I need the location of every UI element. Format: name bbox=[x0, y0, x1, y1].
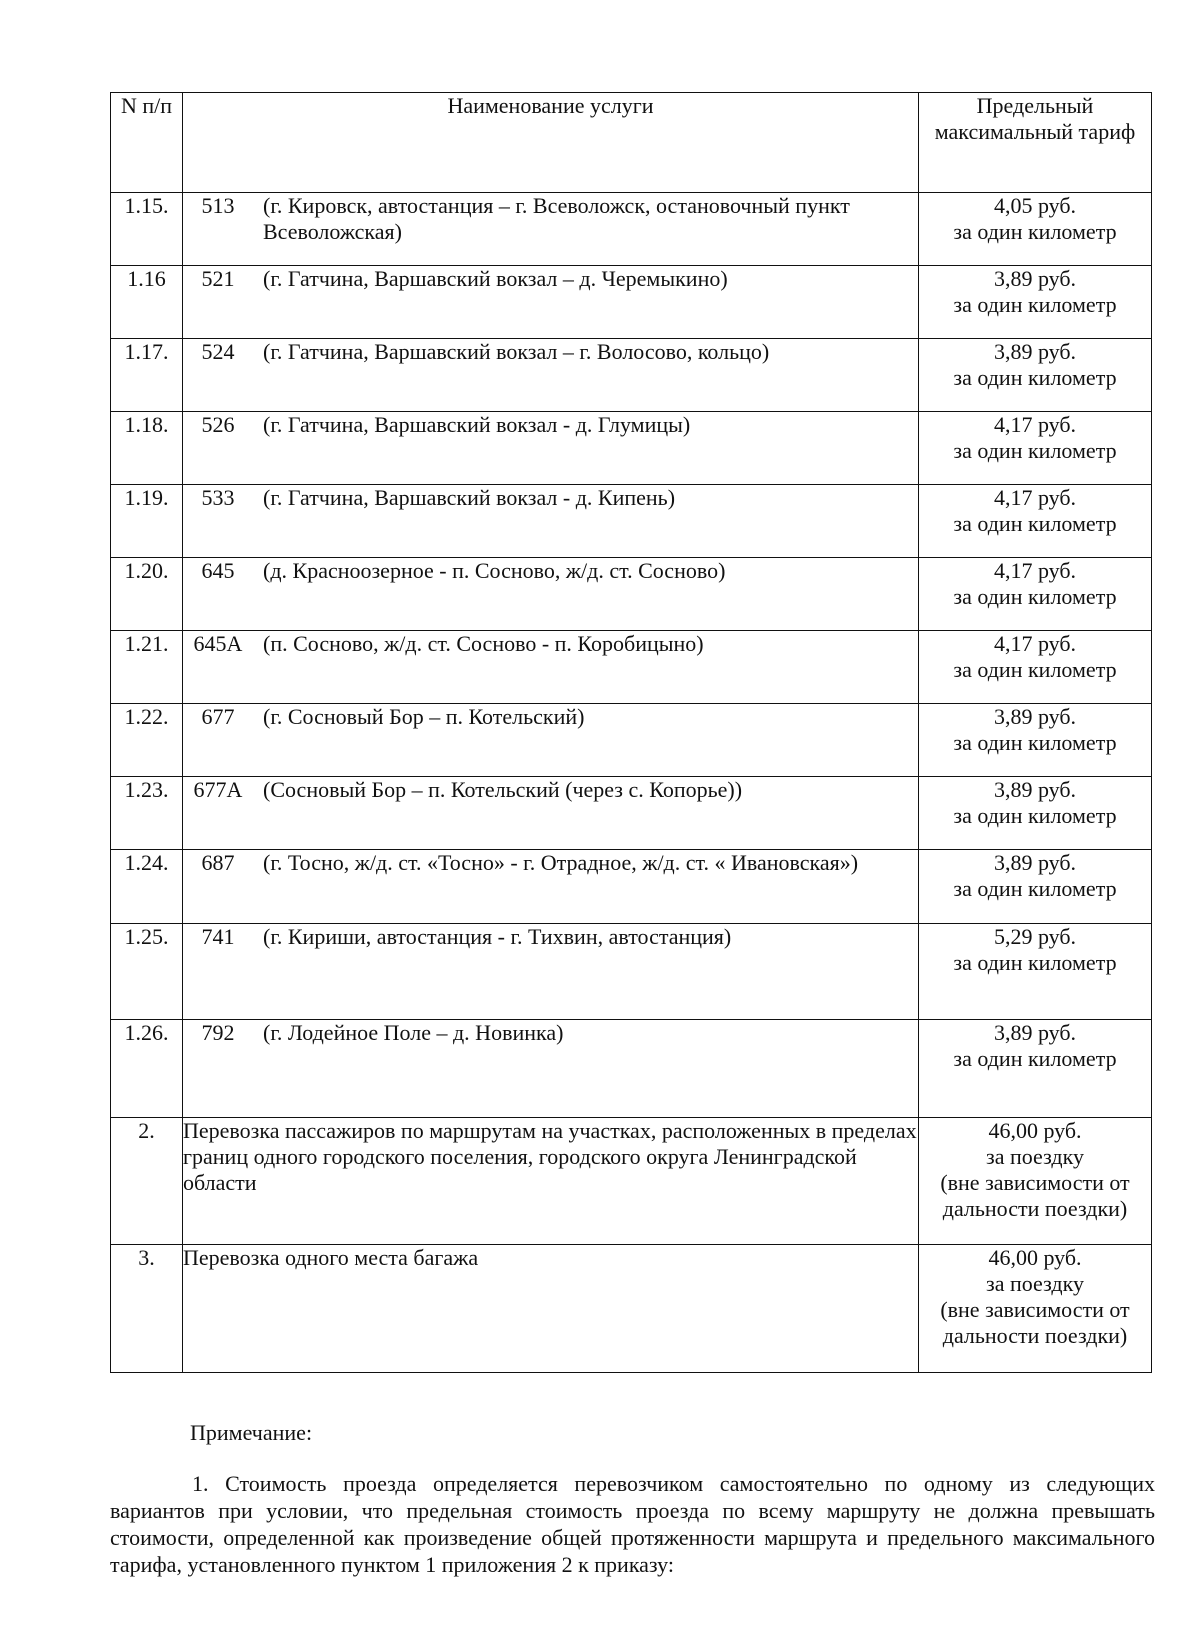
route-description: (г. Гатчина, Варшавский вокзал - д. Кипень) bbox=[263, 485, 676, 510]
tariff-note: (вне зависимости от дальности поездки) bbox=[940, 1170, 1130, 1221]
service-cell bbox=[183, 339, 919, 412]
route-description: (г. Тосно, ж/д. ст. «Тосно» - г. Отрадное, ж/д. ст. « Ивановская») bbox=[263, 850, 859, 875]
tariff-unit: за один километр bbox=[953, 584, 1117, 609]
tariff-cell bbox=[919, 850, 1152, 924]
route-description: (Сосновый Бор – п. Котельский (через с. Копорье)) bbox=[263, 777, 743, 802]
table-header-row bbox=[111, 93, 1152, 193]
service-description: Перевозка пассажиров по маршрутам на участках, расположенных в пределах границ одного городского поселения, городского округа Ленинградской области bbox=[183, 1118, 917, 1195]
tariff-price: 4,17 руб. bbox=[993, 558, 1077, 583]
tariff-price: 3,89 руб. bbox=[993, 850, 1077, 875]
tariff-cell bbox=[919, 339, 1152, 412]
service-cell bbox=[183, 704, 919, 777]
table-row bbox=[111, 1118, 1152, 1245]
table-row bbox=[111, 704, 1152, 777]
row-number: 1.22. bbox=[111, 704, 183, 777]
header-number: N п/п bbox=[111, 93, 183, 193]
table-row bbox=[111, 924, 1152, 1020]
table-row bbox=[111, 485, 1152, 558]
tariff-cell bbox=[919, 704, 1152, 777]
row-number: 3. bbox=[111, 1245, 183, 1373]
tariff-note: (вне зависимости от дальности поездки) bbox=[940, 1297, 1130, 1348]
route-number: 526 bbox=[201, 412, 235, 437]
row-number: 1.25. bbox=[111, 924, 183, 1020]
tariff-price: 4,17 руб. bbox=[993, 631, 1077, 656]
route-description: (г. Кировск, автостанция – г. Всеволожск, остановочный пункт Всеволожская) bbox=[263, 193, 850, 244]
tariff-price: 3,89 руб. bbox=[993, 704, 1077, 729]
row-number: 1.17. bbox=[111, 339, 183, 412]
tariff-unit: за один километр bbox=[953, 511, 1117, 536]
service-cell bbox=[183, 266, 919, 339]
tariff-price: 3,89 руб. bbox=[993, 777, 1077, 802]
table-row bbox=[111, 850, 1152, 924]
route-number: 524 bbox=[201, 339, 235, 364]
tariff-unit: за поездку bbox=[986, 1271, 1084, 1296]
service-cell bbox=[183, 1118, 919, 1245]
route-description: (д. Красноозерное - п. Сосново, ж/д. ст. Сосново) bbox=[263, 558, 726, 583]
tariff-cell bbox=[919, 266, 1152, 339]
row-number: 1.21. bbox=[111, 631, 183, 704]
tariff-unit: за один километр bbox=[953, 876, 1117, 901]
tariff-cell bbox=[919, 777, 1152, 850]
row-number: 1.18. bbox=[111, 412, 183, 485]
tariff-cell bbox=[919, 1020, 1152, 1118]
table-row bbox=[111, 193, 1152, 266]
row-number: 1.20. bbox=[111, 558, 183, 631]
route-description: (г. Сосновый Бор – п. Котельский) bbox=[263, 704, 585, 729]
route-number: 645 bbox=[201, 558, 235, 583]
tariff-cell bbox=[919, 924, 1152, 1020]
tariff-unit: за один километр bbox=[953, 365, 1117, 390]
service-cell bbox=[183, 558, 919, 631]
tariff-unit: за поездку bbox=[986, 1144, 1084, 1169]
tariff-cell bbox=[919, 558, 1152, 631]
tariff-cell bbox=[919, 1245, 1152, 1373]
row-number: 1.26. bbox=[111, 1020, 183, 1118]
route-number: 741 bbox=[201, 924, 235, 949]
tariff-price: 4,17 руб. bbox=[993, 412, 1077, 437]
row-number: 1.24. bbox=[111, 850, 183, 924]
tariff-price: 46,00 руб. bbox=[988, 1118, 1082, 1143]
tariff-unit: за один километр bbox=[953, 1046, 1117, 1071]
route-number: 645А bbox=[193, 631, 243, 656]
table-row bbox=[111, 631, 1152, 704]
header-service-name: Наименование услуги bbox=[183, 93, 919, 193]
tariff-cell bbox=[919, 485, 1152, 558]
tariff-cell bbox=[919, 631, 1152, 704]
note-paragraph: 1. Стоимость проезда определяется перевозчиком самостоятельно по одному из следующих вариантов при условии, что предельная стоимость проезда по всему маршруту не должна превышать стоимости, определенной как произведение общей протяженности маршрута и предельного максимального тарифа, установленного пунктом 1 приложения 2 к приказу: bbox=[110, 1471, 1155, 1577]
header-max-tariff: Предельный максимальный тариф bbox=[919, 93, 1152, 193]
route-description: (г. Лодейное Поле – д. Новинка) bbox=[263, 1020, 564, 1045]
route-number: 677 bbox=[201, 704, 235, 729]
table-row bbox=[111, 777, 1152, 850]
route-description: (п. Сосново, ж/д. ст. Сосново - п. Коробицыно) bbox=[263, 631, 704, 656]
tariff-unit: за один километр bbox=[953, 803, 1117, 828]
row-number: 1.23. bbox=[111, 777, 183, 850]
tariff-price: 5,29 руб. bbox=[993, 924, 1077, 949]
row-number: 1.19. bbox=[111, 485, 183, 558]
tariff-price: 3,89 руб. bbox=[993, 1020, 1077, 1045]
tariff-unit: за один километр bbox=[953, 438, 1117, 463]
route-number: 677А bbox=[193, 777, 243, 802]
note-title: Примечание: bbox=[190, 1420, 313, 1445]
service-cell bbox=[183, 924, 919, 1020]
service-cell bbox=[183, 631, 919, 704]
table-row bbox=[111, 1245, 1152, 1373]
tariff-unit: за один километр bbox=[953, 292, 1117, 317]
table-row bbox=[111, 266, 1152, 339]
service-cell bbox=[183, 1020, 919, 1118]
route-number: 521 bbox=[201, 266, 235, 291]
route-description: (г. Гатчина, Варшавский вокзал - д. Глумицы) bbox=[263, 412, 691, 437]
route-number: 687 bbox=[201, 850, 235, 875]
tariff-unit: за один километр bbox=[953, 219, 1117, 244]
row-number: 1.16 bbox=[111, 266, 183, 339]
tariff-cell bbox=[919, 193, 1152, 266]
service-description: Перевозка одного места багажа bbox=[183, 1245, 479, 1270]
tariff-price: 4,17 руб. bbox=[993, 485, 1077, 510]
route-description: (г. Гатчина, Варшавский вокзал – д. Черемыкино) bbox=[263, 266, 728, 291]
tariff-cell bbox=[919, 1118, 1152, 1245]
table-row bbox=[111, 339, 1152, 412]
service-cell bbox=[183, 777, 919, 850]
tariff-price: 4,05 руб. bbox=[993, 193, 1077, 218]
tariff-unit: за один километр bbox=[953, 657, 1117, 682]
route-number: 533 bbox=[201, 485, 235, 510]
service-cell bbox=[183, 485, 919, 558]
route-number: 792 bbox=[201, 1020, 235, 1045]
route-number: 513 bbox=[201, 193, 235, 218]
tariff-price: 3,89 руб. bbox=[993, 266, 1077, 291]
service-cell bbox=[183, 1245, 919, 1373]
row-number: 1.15. bbox=[111, 193, 183, 266]
tariff-price: 3,89 руб. bbox=[993, 339, 1077, 364]
tariff-table bbox=[110, 92, 1152, 1373]
service-cell bbox=[183, 850, 919, 924]
table-row bbox=[111, 558, 1152, 631]
route-description: (г. Гатчина, Варшавский вокзал – г. Волосово, кольцо) bbox=[263, 339, 770, 364]
table-row bbox=[111, 1020, 1152, 1118]
tariff-unit: за один километр bbox=[953, 950, 1117, 975]
service-cell bbox=[183, 412, 919, 485]
route-description: (г. Кириши, автостанция - г. Тихвин, автостанция) bbox=[263, 924, 732, 949]
tariff-cell bbox=[919, 412, 1152, 485]
row-number: 2. bbox=[111, 1118, 183, 1245]
tariff-price: 46,00 руб. bbox=[988, 1245, 1082, 1270]
table-row bbox=[111, 412, 1152, 485]
service-cell bbox=[183, 193, 919, 266]
tariff-unit: за один километр bbox=[953, 730, 1117, 755]
